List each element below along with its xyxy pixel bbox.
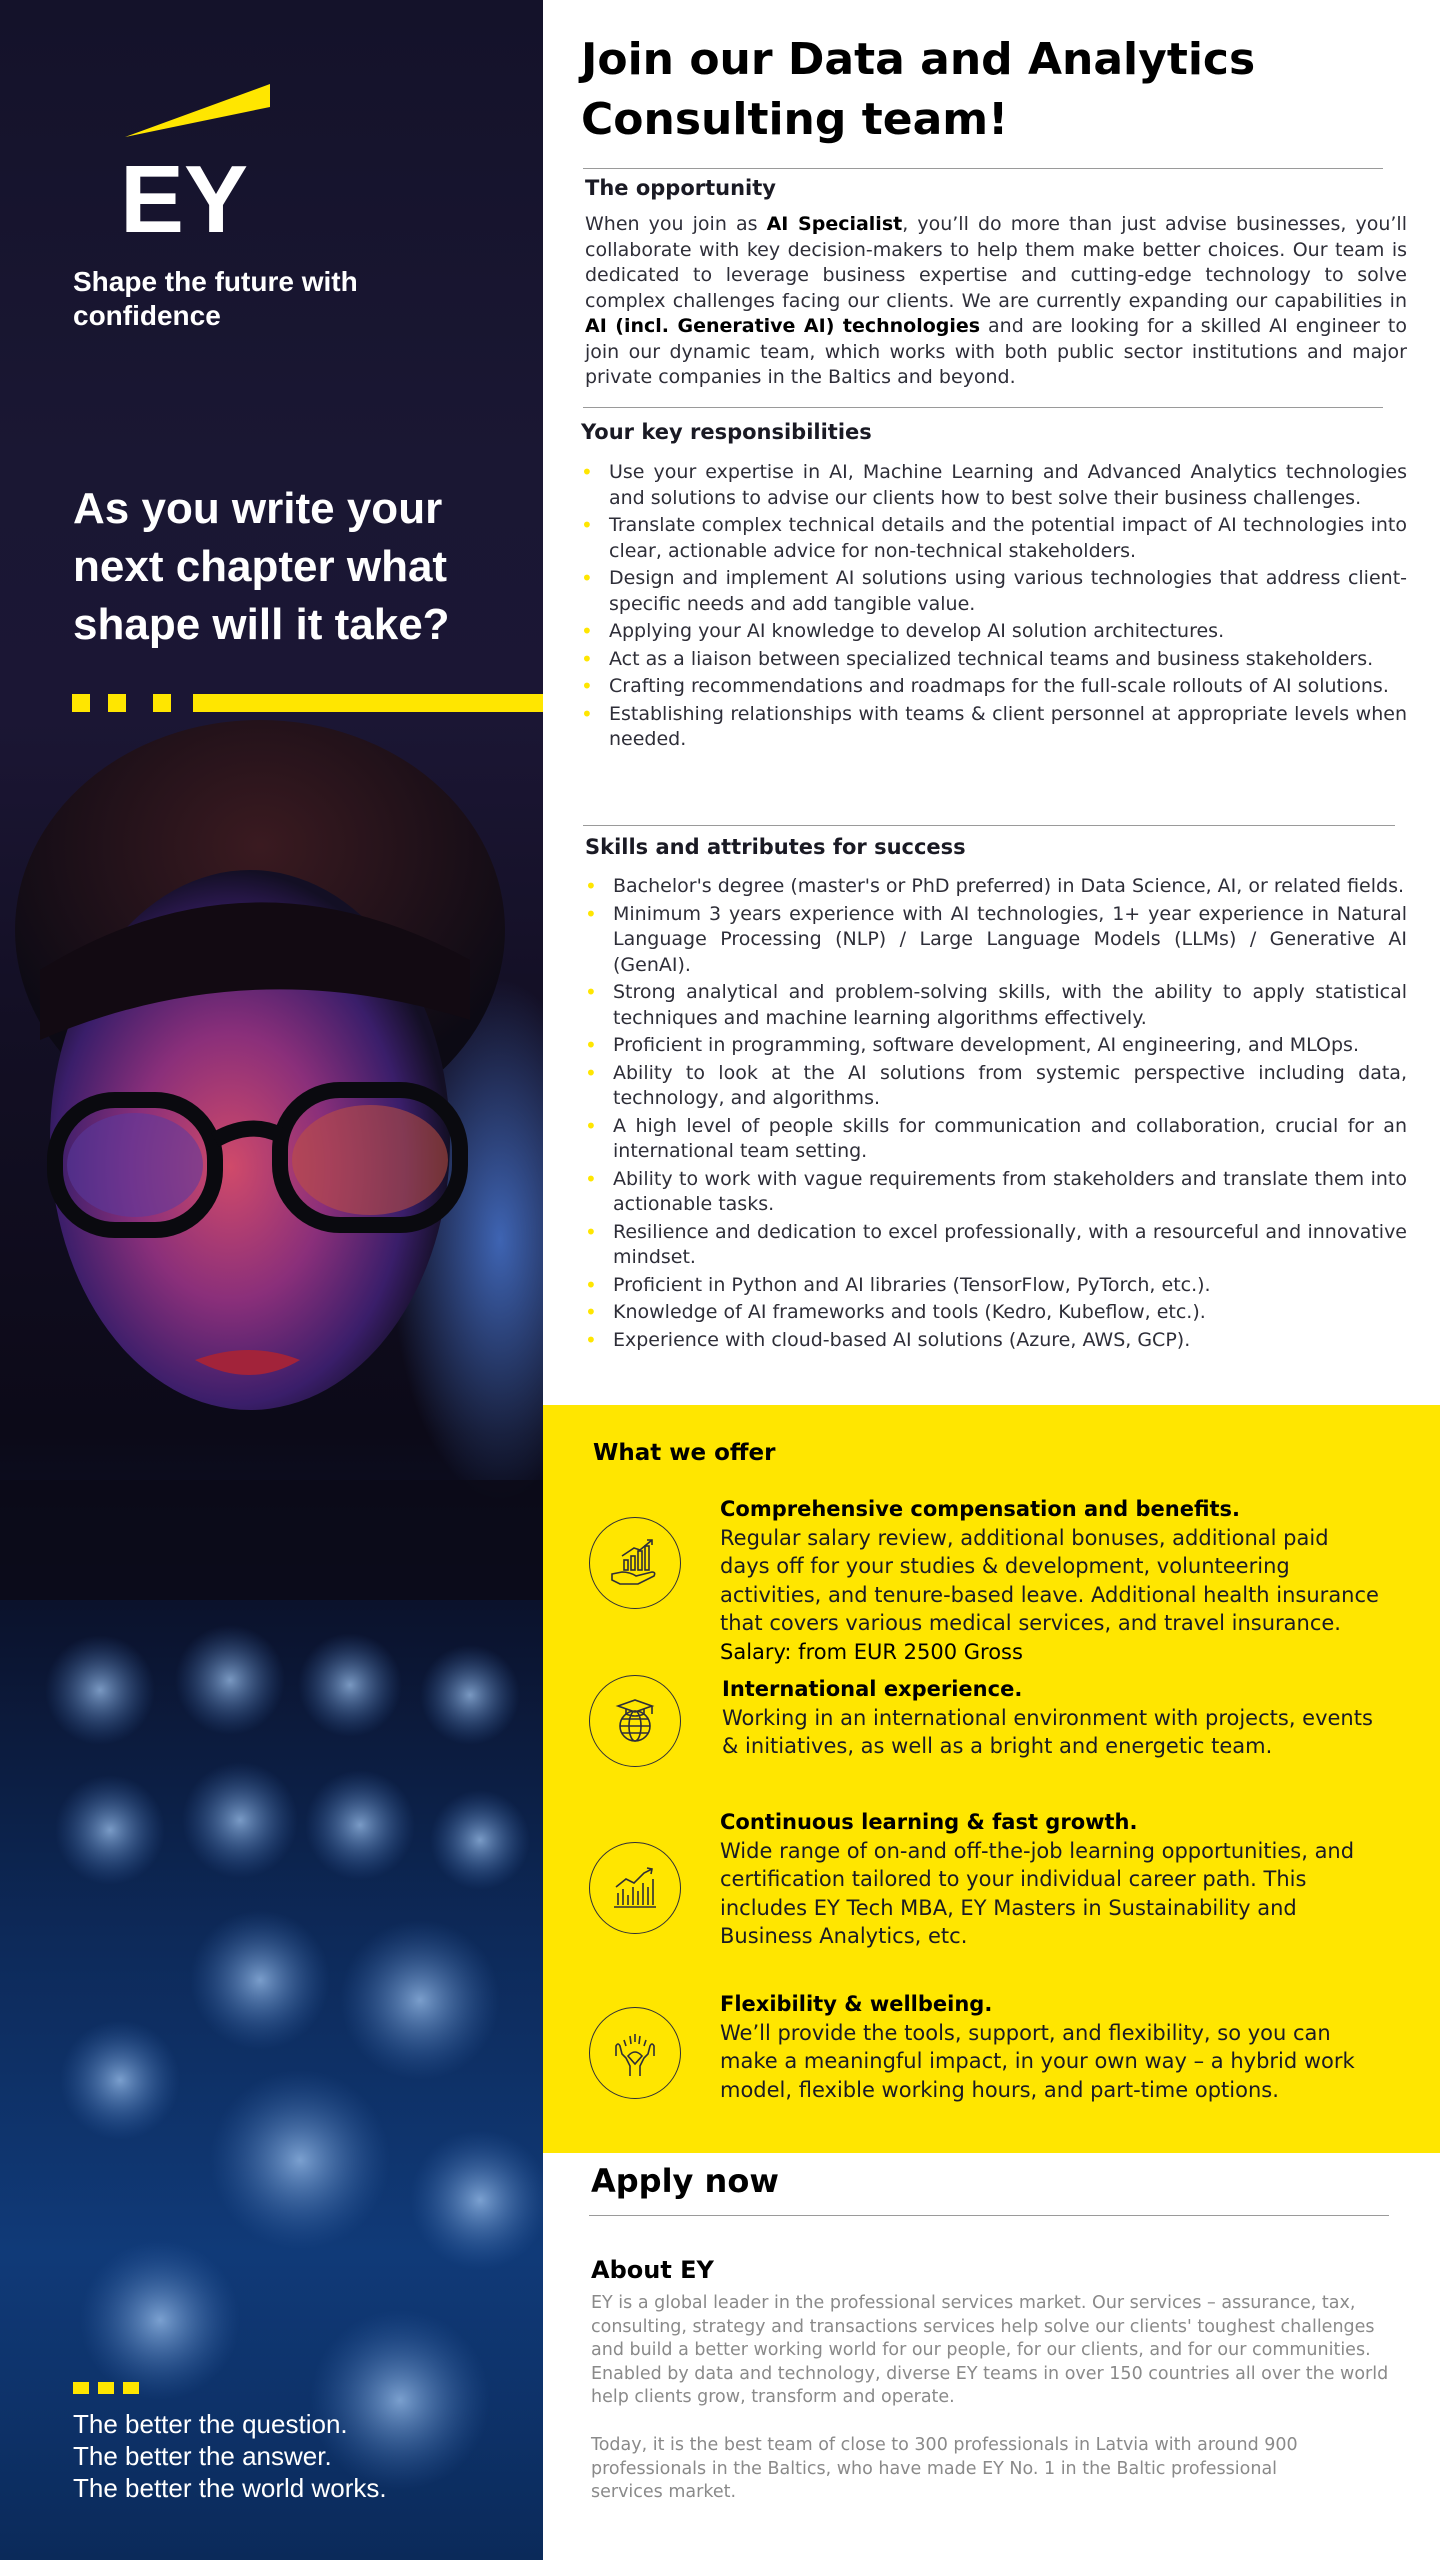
list-item: • Crafting recommendations and roadmaps for the full-scale rollouts of AI solutions.: [581, 674, 1407, 700]
opportunity-heading: The opportunity: [585, 176, 776, 200]
divider: [589, 2215, 1389, 2216]
hand-growth-chart-icon: [589, 1517, 681, 1609]
list-item: • Ability to look at the AI solutions from systemic perspective including data, technology, and algorithms.: [585, 1061, 1407, 1112]
list-item: • Act as a liaison between specialized technical teams and business stakeholders.: [581, 647, 1407, 673]
globe-graduation-cap-icon: [589, 1675, 681, 1767]
slogan-line: The better the answer.: [73, 2441, 332, 2471]
list-item: • Design and implement AI solutions using various technologies that address client-specific needs and add tangible value.: [581, 566, 1407, 617]
list-item: • Strong analytical and problem-solving skills, with the ability to apply statistical techniques and machine learning algorithms effectively.: [585, 980, 1407, 1031]
offer-text: International experience. Working in an international environment with projects, events & initiatives, as well as a bright and energetic team.: [722, 1675, 1382, 1761]
offer-title: Continuous learning & fast growth.: [720, 1810, 1138, 1834]
list-item: • Minimum 3 years experience with AI technologies, 1+ year experience in Natural Language Processing (NLP) / Large Language Models (LLMs) / Generative AI (GenAI).: [585, 902, 1407, 979]
skills-heading: Skills and attributes for success: [585, 835, 966, 859]
svg-text:EY: EY: [120, 146, 249, 240]
what-we-offer-section: [543, 1405, 1440, 2153]
bar-chart-growth-icon: [589, 1842, 681, 1934]
ey-logo: [120, 80, 280, 240]
skills-list: [585, 874, 1407, 1355]
offer-title: International experience.: [722, 1677, 1023, 1701]
apply-now-button[interactable]: Apply now: [591, 2162, 779, 2200]
list-item: • Ability to work with vague requirements from stakeholders and translate them into actionable tasks.: [585, 1167, 1407, 1218]
divider: [583, 168, 1383, 169]
list-item: • Proficient in programming, software development, AI engineering, and MLOps.: [585, 1033, 1407, 1059]
divider: [583, 825, 1395, 826]
list-item: • Proficient in Python and AI libraries (TensorFlow, PyTorch, etc.).: [585, 1273, 1407, 1299]
woman-with-glasses-photo: [0, 720, 543, 1600]
left-brand-panel: [0, 0, 543, 2560]
offer-heading: What we offer: [593, 1440, 776, 1466]
responsibilities-list: [581, 460, 1407, 755]
left-headline: As you write your next chapter what shape will it take?: [73, 484, 450, 649]
offer-text: Continuous learning & fast growth. Wide range of on-and off-the-job learning opportunities, and certification tailored to your individual career path. This includes EY Tech MBA, EY Masters in Sustainability and Business Analytics, etc.: [720, 1808, 1380, 1951]
ey-slogan: [73, 2408, 523, 2504]
list-item: • Bachelor's degree (master's or PhD preferred) in Data Science, AI, or related fields.: [585, 874, 1407, 900]
list-item: • Resilience and dedication to excel professionally, with a resourceful and innovative mindset.: [585, 1220, 1407, 1271]
slogan-line: The better the question.: [73, 2409, 348, 2439]
about-heading: About EY: [591, 2256, 714, 2284]
offer-text: Flexibility & wellbeing. We’ll provide the tools, support, and flexibility, so you can make a meaningful impact, in your own way – a hybrid work model, flexible working hours, and part-time options.: [720, 1990, 1380, 2104]
brand-tagline: Shape the future with confidence: [73, 266, 358, 331]
salary-highlight: Salary: from EUR 2500 Gross: [720, 1639, 1023, 1664]
list-item: • Knowledge of AI frameworks and tools (Kedro, Kubeflow, etc.).: [585, 1300, 1407, 1326]
responsibilities-heading: Your key responsibilities: [581, 420, 872, 444]
right-content-panel: [543, 0, 1440, 2560]
list-item: • Translate complex technical details and the potential impact of AI technologies into clear, actionable advice for non-technical stakeholders.: [581, 513, 1407, 564]
offer-text: Comprehensive compensation and benefits. Regular salary review, additional bonuses, additional paid days off for your studies & development, volunteering activities, and tenure-based leave. Additional health insurance that covers various medical services, and travel insurance. Salary: from EUR 2500 Gross: [720, 1497, 1379, 1664]
list-item: • Establishing relationships with teams & client personnel at appropriate levels when needed.: [581, 702, 1407, 753]
about-paragraph: Today, it is the best team of close to 300 professionals in Latvia with around 900 professionals in the Baltics, who have made EY No. 1 in the Baltic professional services market.: [591, 2435, 1298, 2502]
list-item: • Experience with cloud-based AI solutions (Azure, AWS, GCP).: [585, 1328, 1407, 1354]
offer-title: Comprehensive compensation and benefits.: [720, 1497, 1241, 1521]
slogan-line: The better the world works.: [73, 2473, 387, 2503]
raised-hands-icon: [589, 2007, 681, 2099]
list-item: • Use your expertise in AI, Machine Learning and Advanced Analytics technologies and solutions to advise our clients how to best solve their business challenges.: [581, 460, 1407, 511]
about-paragraph: EY is a global leader in the professional services market. Our services – assurance, tax, consulting, strategy and transactions services help solve our clients' toughest challenges and build a better working world for our people, for our clients, and for our communities. Enabled by data and technology, diverse EY teams in over 150 countries all over the world help clients grow, transform and operate.: [591, 2293, 1389, 2407]
page-title: Join our Data and Analytics Consulting team!: [581, 34, 1256, 145]
divider: [583, 407, 1383, 408]
list-item: • A high level of people skills for communication and collaboration, crucial for an international team setting.: [585, 1114, 1407, 1165]
opportunity-text: When you join as AI Specialist, you’ll do more than just advise businesses, you’ll collaborate with key decision-makers to help them make better choices. Our team is dedicated to leverage business expertise and cutting-edge technology to solve complex challenges facing our clients. We are currently expanding our capabilities in AI (incl. Generative AI) technologies and are looking for a skilled AI engineer to join our dynamic team, which works with both public sector institutions and major private companies in the Baltics and beyond.: [585, 213, 1407, 388]
list-item: • Applying your AI knowledge to develop AI solution architectures.: [581, 619, 1407, 645]
offer-title: Flexibility & wellbeing.: [720, 1992, 993, 2016]
